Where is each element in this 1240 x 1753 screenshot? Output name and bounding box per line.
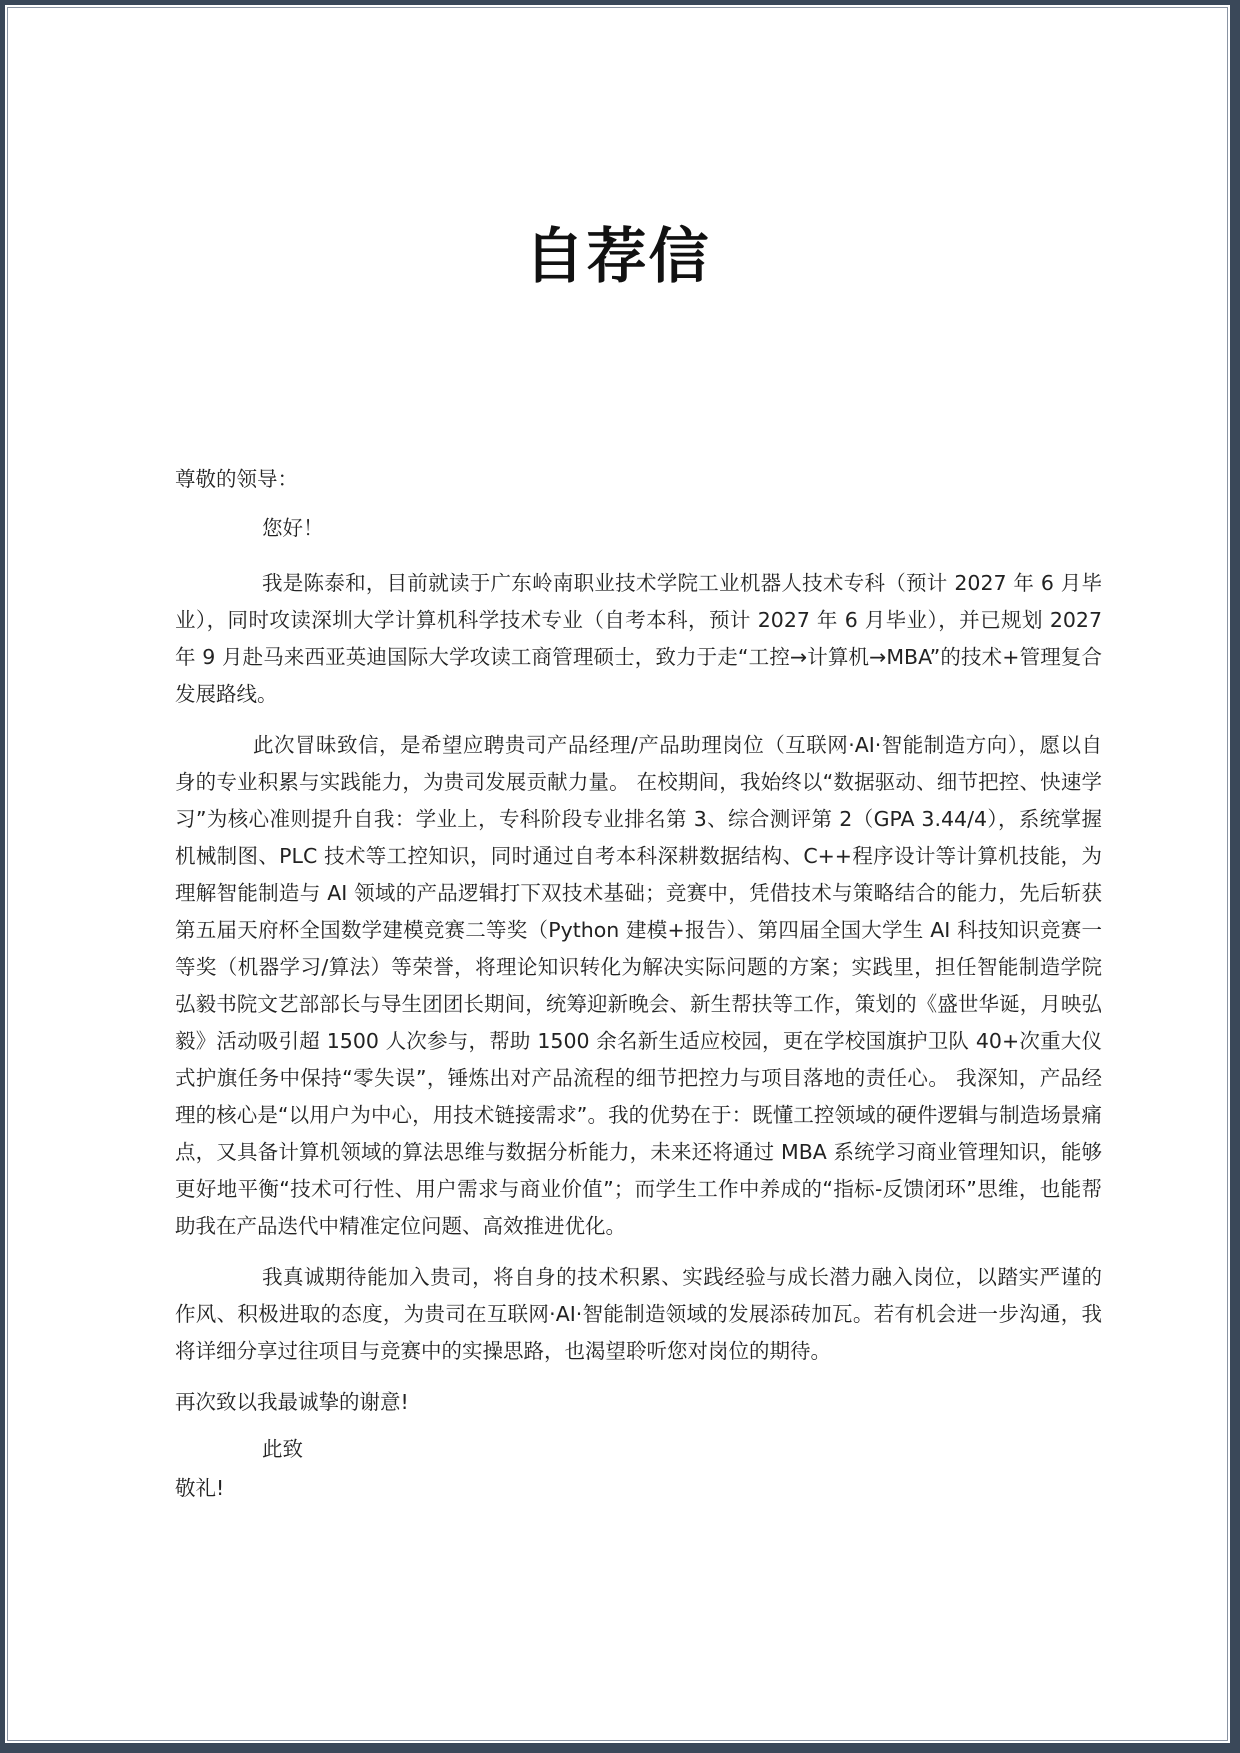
letter-body <box>175 461 1102 1507</box>
paragraph-intro: 我是陈泰和，目前就读于广东岭南职业技术学院工业机器人技术专科（预计 2027 年 6 月毕业），同时攻读深圳大学计算机科学技术专业（自考本科，预计 2027 年 6 月毕业），并已规划 2027 年 9 月赴马来西亚英迪国际大学攻读工商管理硕士，致力于走“工控→计算机→MBA”的技术+管理复合发展路线。 <box>175 571 1102 706</box>
paragraph-expectation: 我真诚期待能加入贵司，将自身的技术积累、实践经验与成长潜力融入岗位，以踏实严谨的作风、积极进取的态度，为贵司在互联网·AI·智能制造领域的发展添砖加瓦。若有机会进一步沟通，我将详细分享过往项目与竞赛中的实操思路，也渴望聆听您对岗位的期待。 <box>175 1265 1102 1363</box>
greeting: 您好！ <box>262 516 324 540</box>
salutation: 尊敬的领导： <box>175 467 298 491</box>
closing-zhici: 此致 <box>262 1437 303 1461</box>
closing-jingli: 敬礼! <box>175 1476 225 1500</box>
paragraph-application: 此次冒昧致信，是希望应聘贵司产品经理/产品助理岗位（互联网·AI·智能制造方向），愿以自身的专业积累与实践能力，为贵司发展贡献力量。 在校期间，我始终以“数据驱动、细节把控、快速学习”为核心准则提升自我：学业上，专科阶段专业排名第 3、综合测评第 2（GPA 3.44/4），系统掌握机械制图、PLC 技术等工控知识，同时通过自考本科深耕数据结构、C++程序设计等计算机技能，为理解智能制造与 AI 领域的产品逻辑打下双技术基础；竞赛中，凭借技术与策略结合的能力，先后斩获第五届天府杯全国数学建模竞赛二等奖（Python 建模+报告）、第四届全国大学生 AI 科技知识竞赛一等奖（机器学习/算法）等荣誉，将理论知识转化为解决实际问题的方案；实践里，担任智能制造学院弘毅书院文艺部部长与导生团团长期间，统筹迎新晚会、新生帮扶等工作，策划的《盛世华诞，月映弘毅》活动吸引超 1500 人次参与，帮助 1500 余名新生适应校园，更在学校国旗护卫队 40+次重大仪式护旗任务中保持“零失误”，锤炼出对产品流程的细节把控力与项目落地的责任心。 我深知，产品经理的核心是“以用户为中心，用技术链接需求”。我的优势在于：既懂工控领域的硬件逻辑与制造场景痛点，又具备计算机领域的算法思维与数据分析能力，未来还将通过 MBA 系统学习商业管理知识，能够更好地平衡“技术可行性、用户需求与商业价值”；而学生工作中养成的“指标-反馈闭环”思维，也能帮助我在产品迭代中精准定位问题、高效推进优化。 <box>175 733 1102 1238</box>
closing-thanks: 再次致以我最诚挚的谢意! <box>175 1390 409 1414</box>
page-title: 自荐信 <box>524 222 711 292</box>
